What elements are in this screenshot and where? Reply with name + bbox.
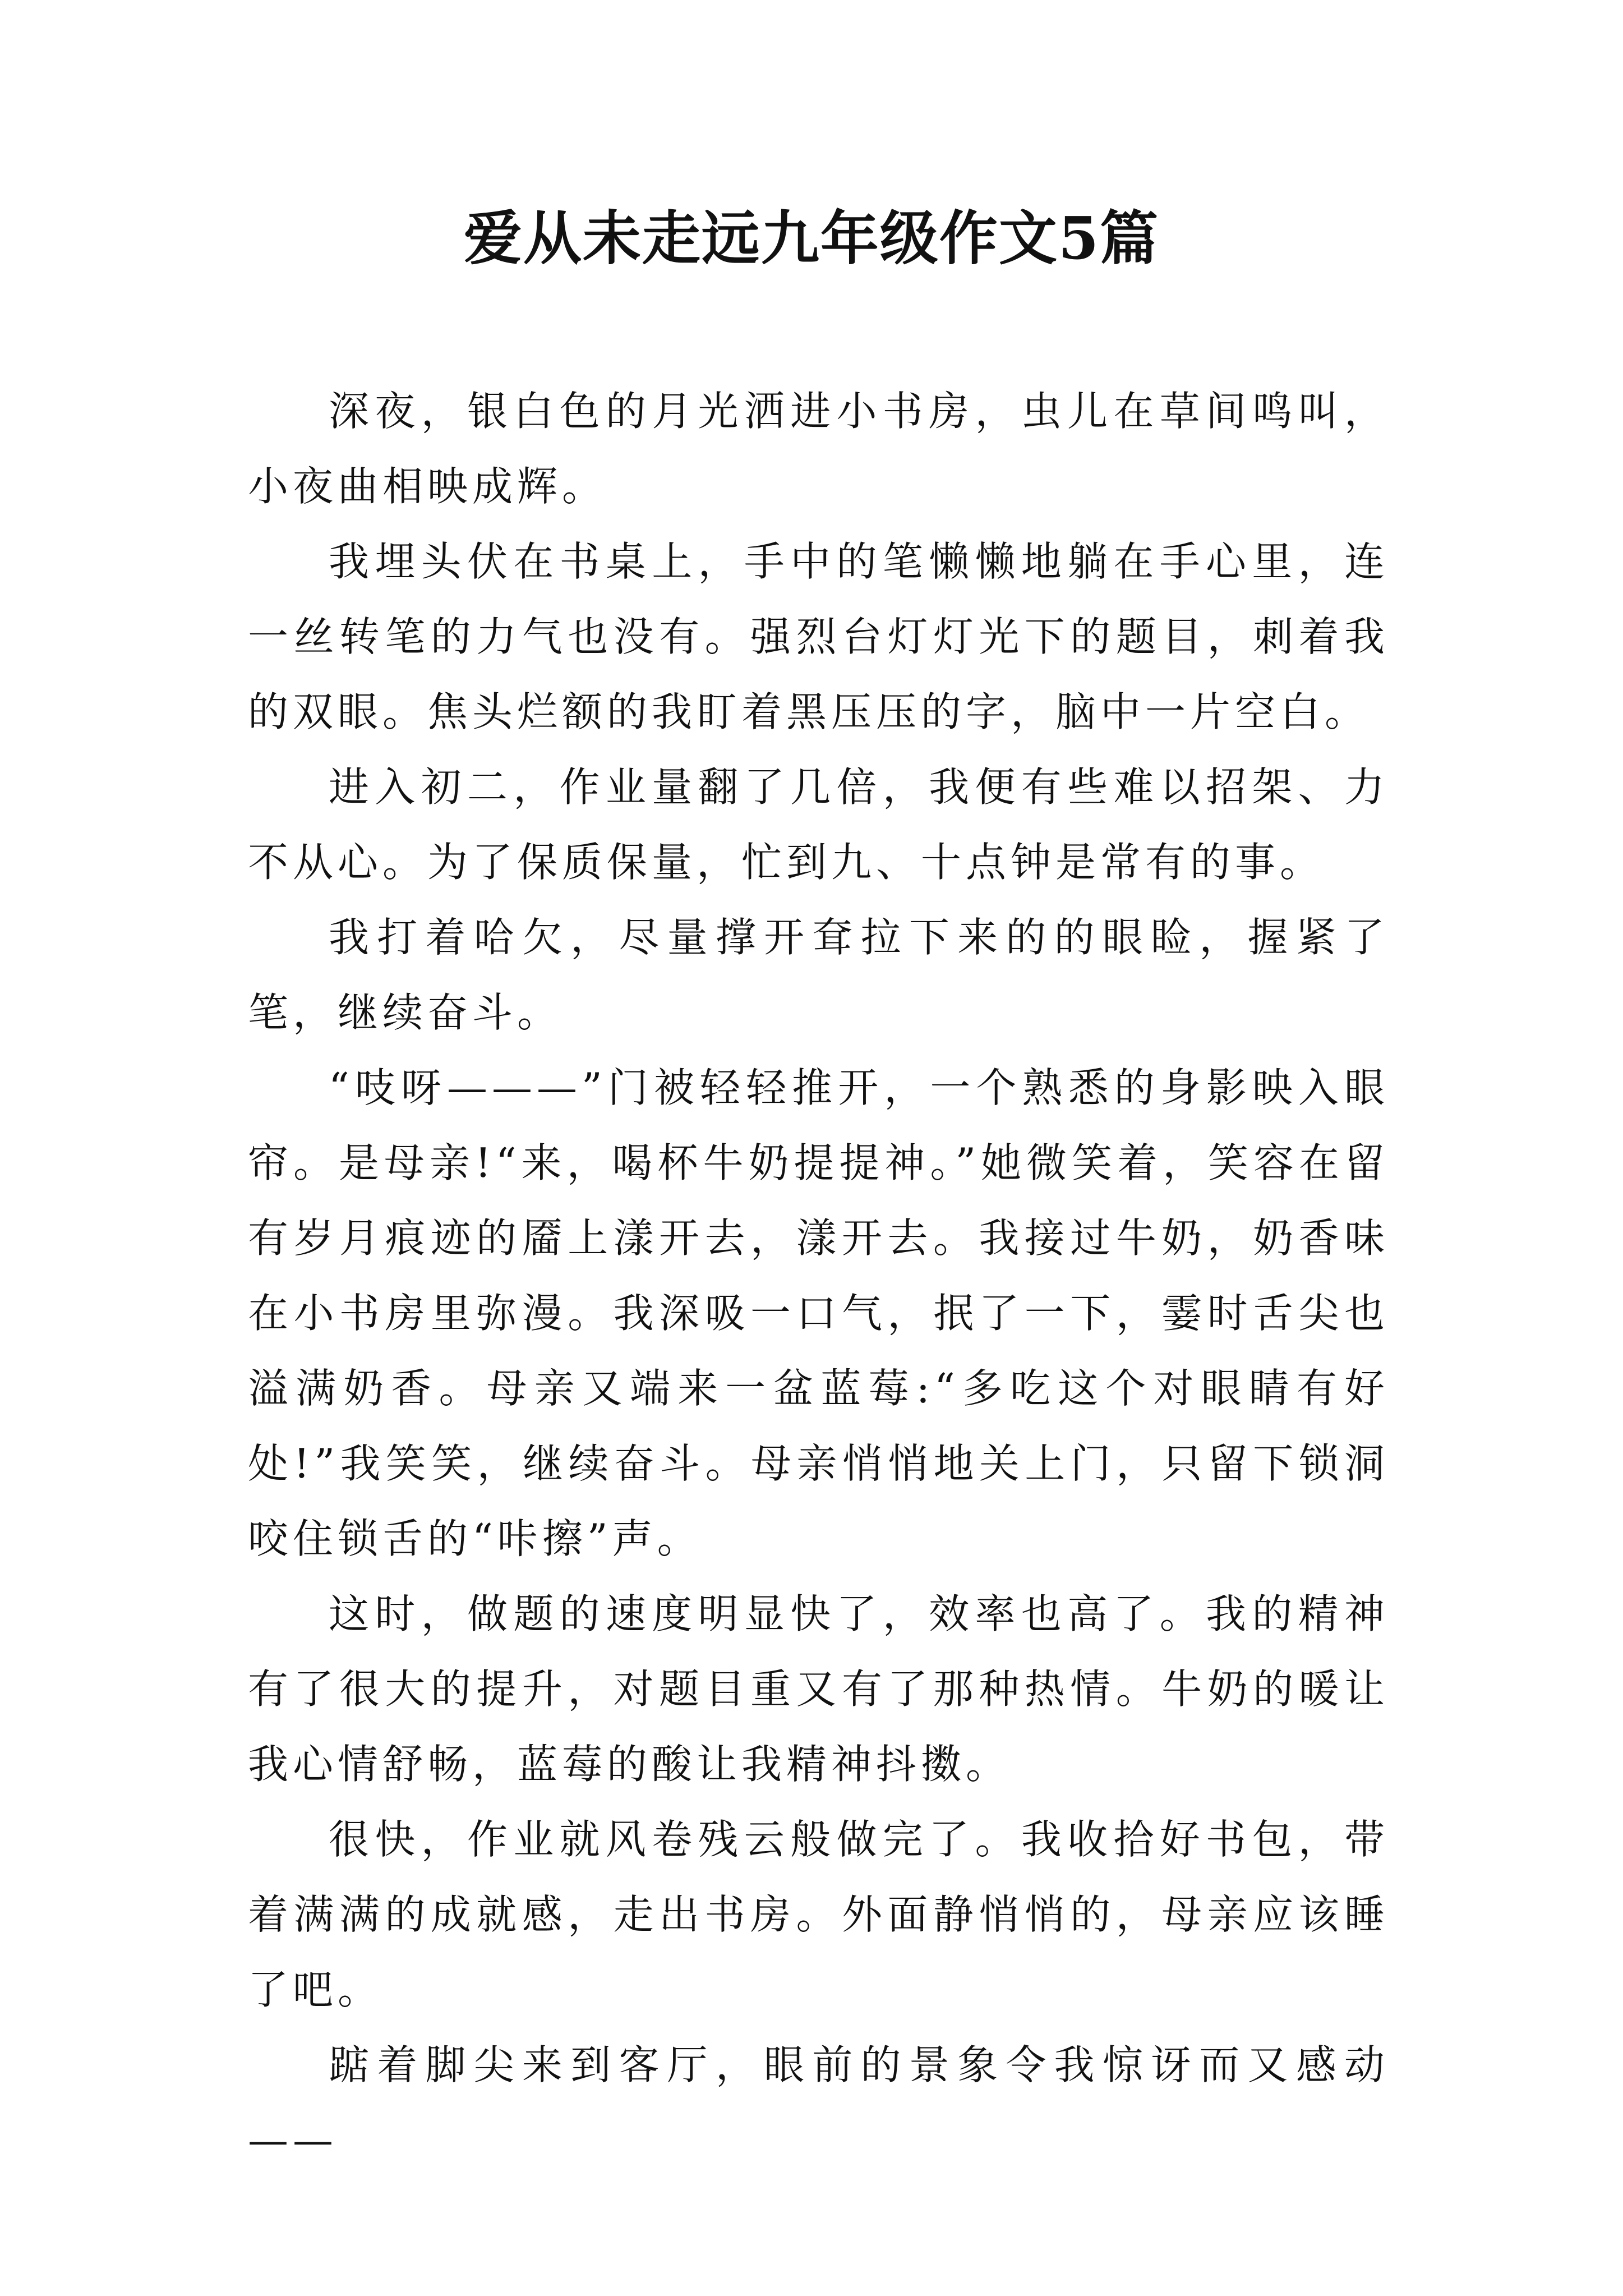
paragraph-5: “吱呀———”门被轻轻推开，一个熟悉的身影映入眼帘。是母亲!“来，喝杯牛奶提提神。”她微笑着，笑容在留有岁月痕迹的靥上漾开去，漾开去。我接过牛奶，奶香味在小书房里弥漫。我深吸一口气，抿了一下，霎时舌尖也溢满奶香。母亲又端来一盆蓝莓:“多吃这个对眼睛有好处!”我笑笑，继续奋斗。母亲悄悄地关上门，只留下锁洞咬住锁舌的“咔擦”声。 [248,1064,1389,1562]
paragraph-1: 深夜，银白色的月光洒进小书房，虫儿在草间鸣叫，小夜曲相映成辉。 [248,388,1389,510]
paragraph-2: 我埋头伏在书桌上，手中的笔懒懒地躺在手心里，连一丝转笔的力气也没有。强烈台灯灯光下的题目，刺着我的双眼。焦头烂额的我盯着黑压压的字，脑中一片空白。 [248,538,1389,735]
page-title: 爱从未走远九年级作文5篇 [463,204,1160,273]
essay-body [248,374,1389,2178]
paragraph-4: 我打着哈欠，尽量撑开耷拉下来的的眼睑，握紧了笔，继续奋斗。 [248,914,1389,1036]
paragraph-7: 很快，作业就风卷残云般做完了。我收拾好书包，带着满满的成就感，走出书房。外面静悄悄的，母亲应该睡了吧。 [248,1816,1389,2013]
paragraph-6: 这时，做题的速度明显快了，效率也高了。我的精神有了很大的提升，对题目重又有了那种热情。牛奶的暖让我心情舒畅，蓝莓的酸让我精神抖擞。 [248,1590,1389,1788]
paragraph-8: 踮着脚尖来到客厅，眼前的景象令我惊讶而又感动—— [248,2041,1389,2164]
paragraph-3: 进入初二，作业量翻了几倍，我便有些难以招架、力不从心。为了保质保量，忙到九、十点钟是常有的事。 [248,763,1389,886]
